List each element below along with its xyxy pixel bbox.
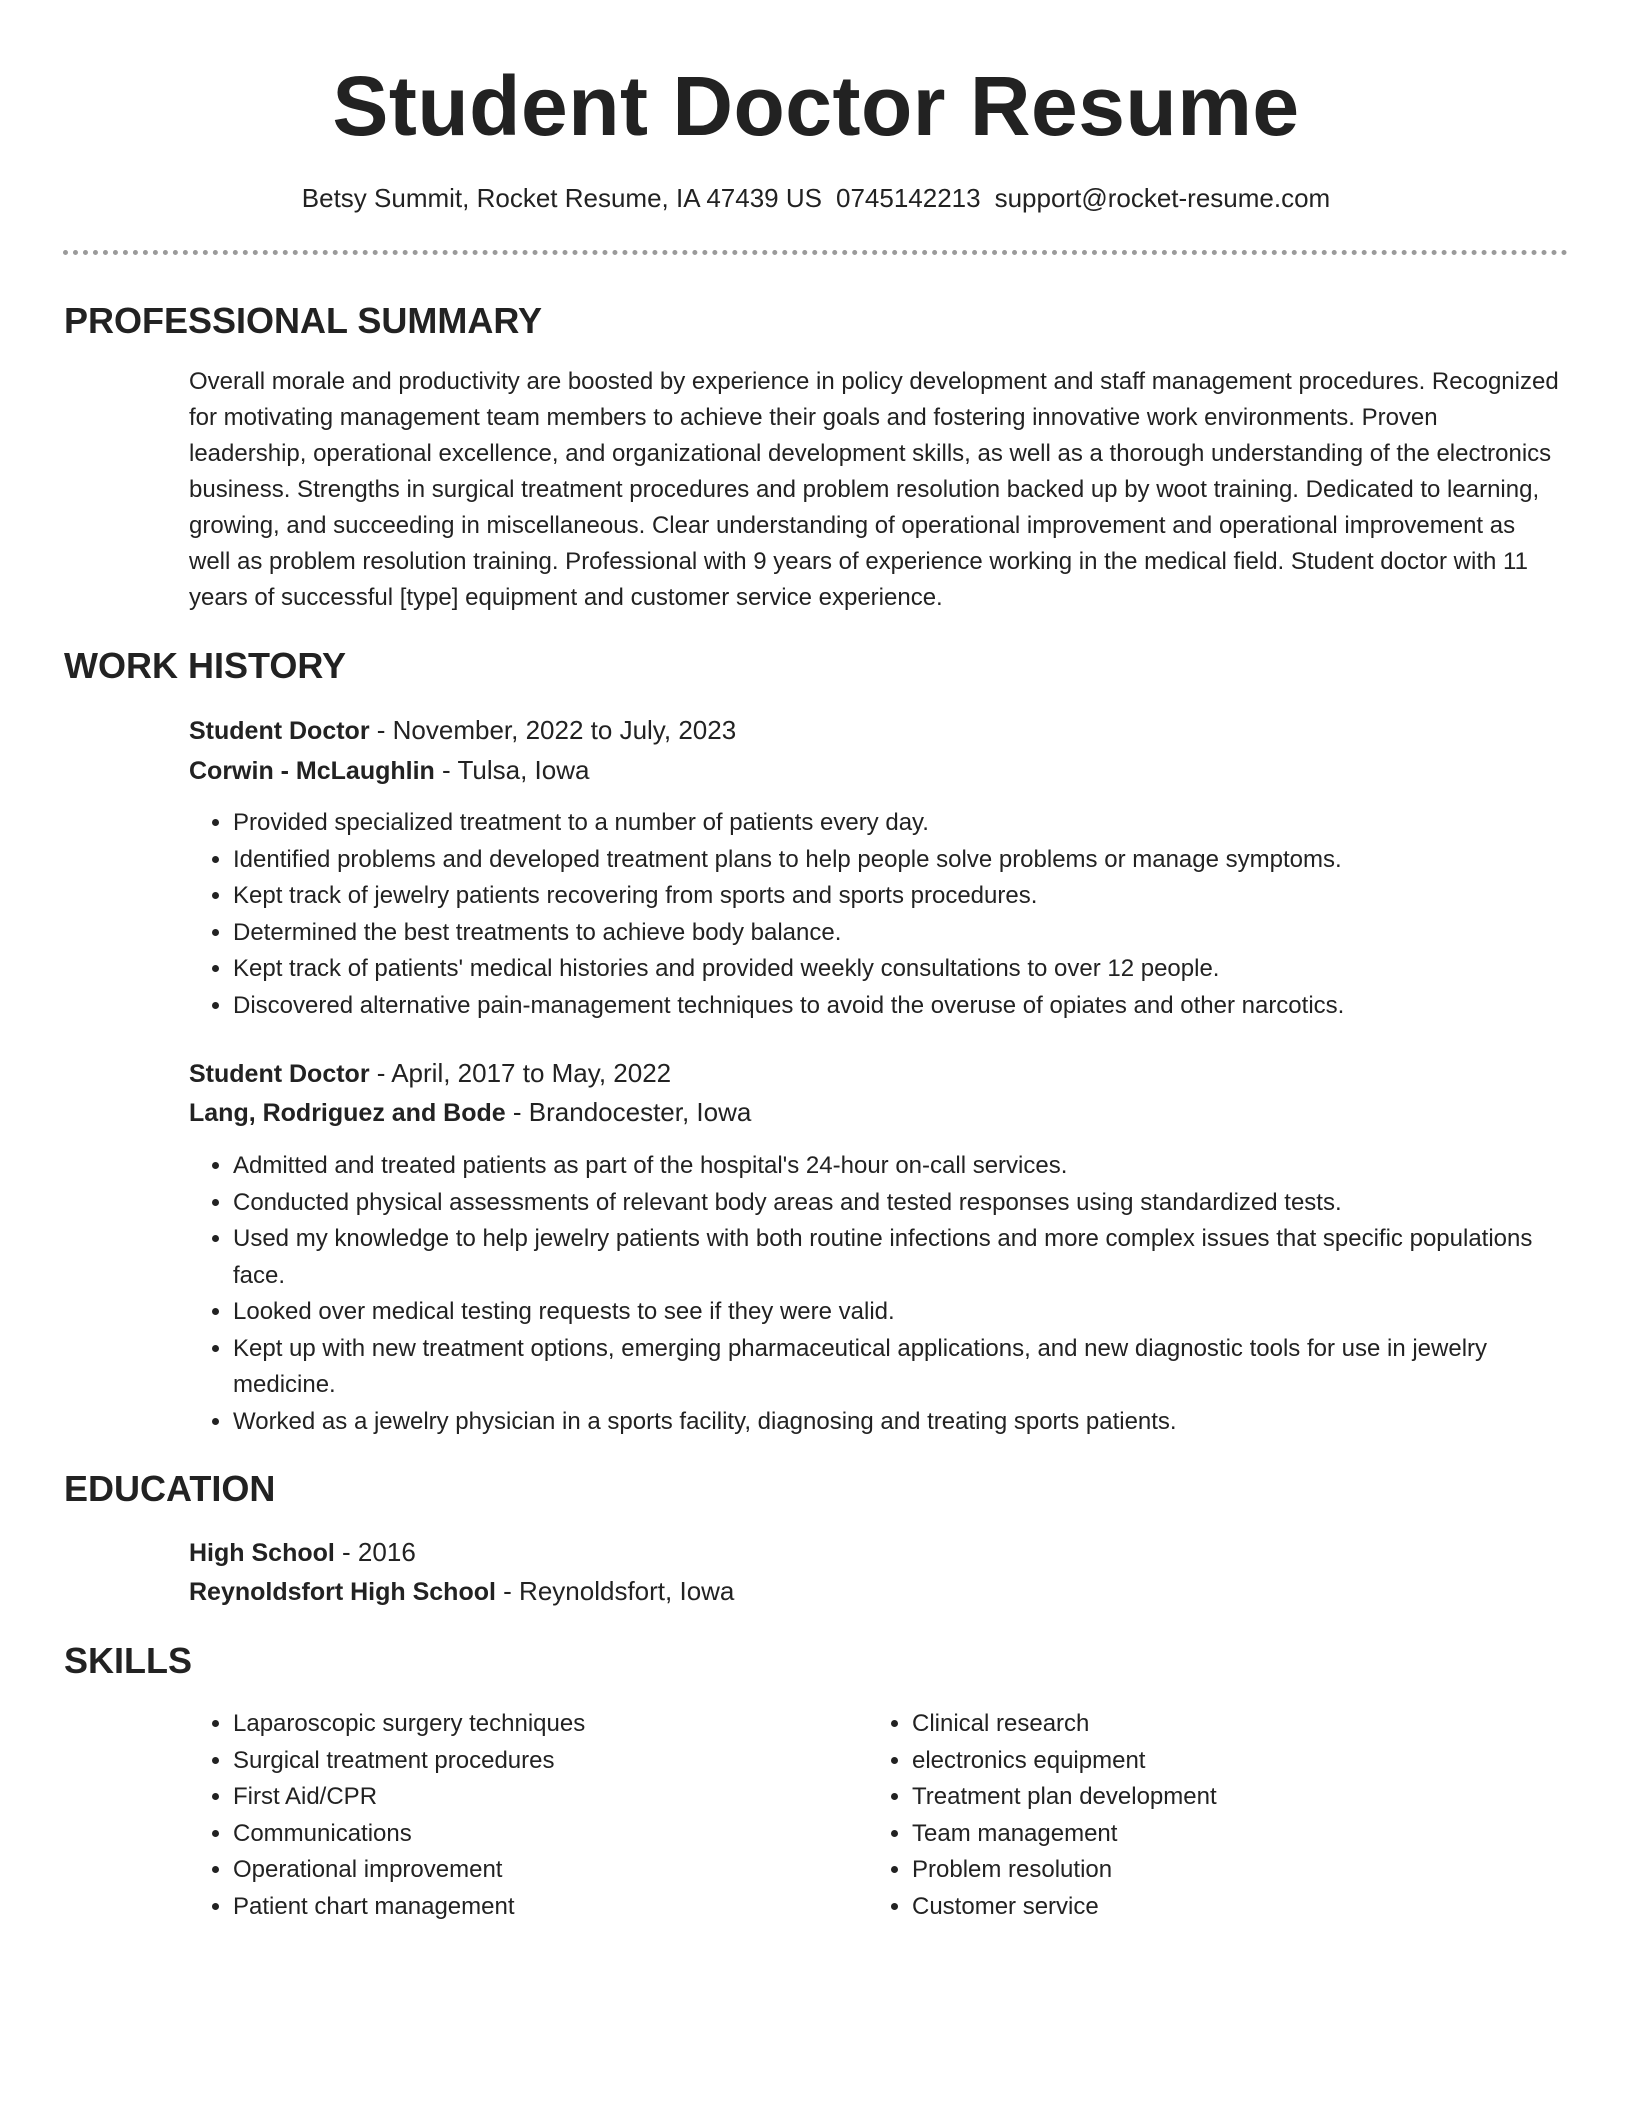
job-1-bullets [189,805,1559,1024]
skill-item: • electronics equipment [912,1743,1548,1780]
job-2-title: Student Doctor [189,1060,370,1088]
job-2-title-line [189,1055,671,1092]
job-1-company: Corwin - McLaughlin [189,757,435,785]
contact-phone: 0745142213 [835,183,981,213]
skill-item: • Clinical research [912,1706,1548,1743]
list-item: • Kept track of jewelry patients recovering from sports and sports procedures. [233,878,1559,915]
resume-title: Student Doctor Resume [332,59,1300,153]
job-1-title: Student Doctor [189,717,370,745]
contact-address: Betsy Summit, Rocket Resume, IA 47439 US [301,183,822,213]
skills-heading: SKILLS [64,1640,193,1681]
skill-item: • Customer service [912,1889,1548,1926]
skills-list-right [868,1706,1548,1925]
work-history-heading: WORK HISTORY [64,645,347,686]
education-location: - Reynoldsfort, Iowa [495,1576,735,1606]
list-item: • Discovered alternative pain-management techniques to avoid the overuse of opiates and other narcotics. [233,988,1559,1025]
skill-item: • Treatment plan development [912,1779,1548,1816]
list-item: • Admitted and treated patients as part of the hospital's 24-hour on-call services. [233,1148,1559,1185]
job-2-dates: - April, 2017 to May, 2022 [369,1058,672,1088]
skill-item: • Communications [233,1816,869,1853]
skills-list-left [189,1706,869,1925]
summary-text: Overall morale and productivity are boosted by experience in policy development and staff management procedures. Recognized for motivating management team members to achieve their goals and fostering innovative work environments. Proven leadership, operational excellence, and organizational development skills, as well as a thorough understanding of the electronics business. Strengths in surgical treatment procedures and problem resolution backed up by woot training. Dedicated to learning, growing, and succeeding in miscellaneous. Clear understanding of operational improvement and operational improvement as well as problem resolution training. Professional with 9 years of experience working in the medical field. Student doctor with 11 years of successful [type] equipment and customer service experience. [189,368,1559,611]
list-item: • Worked as a jewelry physician in a sports facility, diagnosing and treating sports patients. [233,1404,1559,1441]
education-school: Reynoldsfort High School [189,1578,496,1606]
skill-item: • Patient chart management [233,1889,869,1926]
list-item: • Used my knowledge to help jewelry patients with both routine infections and more complex issues that specific populations face. [233,1221,1559,1294]
summary-heading: PROFESSIONAL SUMMARY [64,300,543,341]
job-1-dates: - November, 2022 to July, 2023 [369,715,737,745]
education-degree-line [189,1534,416,1571]
job-1-location: - Tulsa, Iowa [434,755,590,785]
header-divider [63,250,1568,255]
job-2-company-line [189,1094,751,1131]
list-item: • Provided specialized treatment to a number of patients every day. [233,805,1559,842]
contact-line [0,180,1632,216]
skill-item: • Surgical treatment procedures [233,1743,869,1780]
education-school-line [189,1573,734,1610]
education-heading: EDUCATION [64,1468,276,1509]
list-item: • Conducted physical assessments of relevant body areas and tested responses using standardized tests. [233,1185,1559,1222]
skill-item: • Problem resolution [912,1852,1548,1889]
skill-item: • Laparoscopic surgery techniques [233,1706,869,1743]
list-item: • Kept track of patients' medical histories and provided weekly consultations to over 12 people. [233,951,1559,988]
education-year: - 2016 [334,1537,416,1567]
list-item: • Kept up with new treatment options, emerging pharmaceutical applications, and new diagnostic tools for use in jewelry medicine. [233,1331,1559,1404]
education-degree: High School [189,1539,335,1567]
job-2-bullets [189,1148,1559,1440]
list-item: • Looked over medical testing requests to see if they were valid. [233,1294,1559,1331]
skill-item: • Team management [912,1816,1548,1853]
skill-item: • First Aid/CPR [233,1779,869,1816]
job-2-location: - Brandocester, Iowa [505,1097,752,1127]
contact-email: support@rocket-resume.com [994,183,1331,213]
job-2-company: Lang, Rodriguez and Bode [189,1099,506,1127]
skill-item: • Operational improvement [233,1852,869,1889]
list-item: • Determined the best treatments to achieve body balance. [233,915,1559,952]
list-item: • Identified problems and developed treatment plans to help people solve problems or manage symptoms. [233,842,1559,879]
job-1-title-line [189,712,736,749]
job-1-company-line [189,752,589,789]
